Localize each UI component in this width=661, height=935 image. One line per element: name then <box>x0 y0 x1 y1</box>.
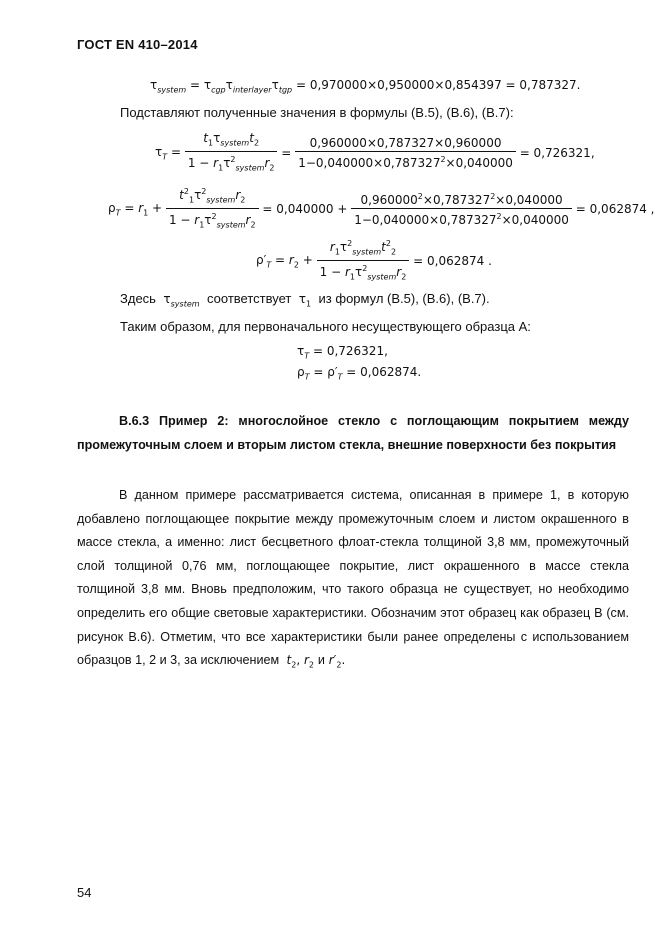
formula-rho-t-result: = 0,062874 , <box>575 201 655 216</box>
formula-rho-t: $\rho_T = r_1$ + $\frac{t^2_1\tau^2_{system}r_2}{1 - r_1\tau^2_{system}r_2}$ = 0,040000 + $\frac{0,960000^2\times 0,787327^2\times 0,040000}{1-0,040000\times 0,787327^2\times 0,040000}$ = 0,062874 , <box>108 184 655 234</box>
formula-tau-system-result: = 0,970000×0,950000×0,854397 = 0,787327. <box>295 78 581 92</box>
formula-tau-t-denominator-end: ×0,040000 <box>445 156 513 171</box>
formula-tau-system: $\tau_{system} = \tau_{cgp}\tau_{interlayer}\tau_{tgp} = 0,970000\times 0,950000\times 0,854397 = 0,787327$. <box>150 78 581 95</box>
formula-rho-t-den-b: ×0,040000 <box>501 213 569 228</box>
formula-rho-t-num-b: ×0,787327 <box>422 193 491 208</box>
here-b: соответствует <box>207 291 292 306</box>
formula-tau-t-result: = 0,726321, <box>519 146 595 161</box>
thus-text: Таким образом, для первоначального несуществующего образца А: <box>120 319 531 334</box>
result-rho-t-value: = 0,062874. <box>346 365 422 379</box>
here-a: Здесь <box>120 291 156 306</box>
result-rho-t: $\rho_T = \rho'_T = 0,062874$. <box>297 365 422 382</box>
formula-rho-prime-t-result: = 0,062874 . <box>413 253 492 268</box>
formula-tau-t-denominator: 1−0,040000×0,787327 <box>298 156 441 171</box>
result-tau-t: $\tau_T = 0,726321$, <box>297 344 388 361</box>
body-and: и <box>317 653 325 668</box>
section-heading: В.6.3 Пример 2: многослойное стекло с поглощающим покрытием между промежуточным слоем и вторым листом стекла, внешние поверхности без покрытия <box>77 414 629 452</box>
document-header: ГОСТ EN 410–2014 <box>77 37 198 52</box>
body-text: В данном примере рассматривается система, описанная в примере 1, в которую добавлено поглощающее покрытие между промежуточным слоем и листом окрашенного в массе стекла, а именно: лист бесцветного флоат-стекла толщиной 3,8 мм, промежуточный слой толщиной 0,76 мм, поглощающее покрытие, лист окрашенного в массе стекла толщиной 3,8 мм. Вновь предположим, что такого образца не существует, но необходимо определить его общие световые характеристики. Обозначим этот образец как образец В (см. рисунок В.6). Отметим, что все характеристики были ранее определены с использованием образцов 1, 2 и 3, за исключением <box>77 488 629 668</box>
substitute-text: Подставляют полученные значения в формулы (В.5), (В.6), (В.7): <box>120 105 514 120</box>
formula-rho-t-den-a: 1−0,040000×0,787327 <box>354 213 497 228</box>
formula-tau-t: $\tau_T$ = $\frac{t_1\tau_{system}t_2}{1 - r_1\tau^2_{system}r_2}$ = $\frac{0,960000\times 0,787327\times 0,960000}{1-0,040000\times 0,787327^2\times 0,040000}$ = 0,726321, <box>155 130 595 177</box>
body-paragraph: В данном примере рассматривается система, описанная в примере 1, в которую добавлено поглощающее покрытие между промежуточным слоем и листом окрашенного в массе стекла, а именно: лист бесцветного флоат-стекла толщиной 3,8 мм, промежуточный слой толщиной 0,76 мм, поглощающее покрытие, лист окрашенного в массе стекла толщиной 3,8 мм. Вновь предположим, что такого образца не существует, но необходимо определить его общие световые характеристики. Обозначим этот образец как образец В (см. рисунок В.6). Отметим, что все характеристики были ранее определены с использованием образцов 1, 2 и 3, за исключением $t_2$, $r_2$ и $r'_2$. <box>77 488 629 670</box>
page-number: 54 <box>77 885 92 900</box>
here-text: Здесь $\tau_{system}$ соответствует $\tau_1$ из формул (В.5), (В.6), (В.7). <box>120 291 490 309</box>
formula-rho-prime-t: $\rho'_T = r_2$ + $\frac{r_1\tau^2_{system}t^2_2}{1 - r_1\tau^2_{system}r_2}$ = 0,062874 . <box>256 236 492 286</box>
formula-rho-t-num-a: 0,960000 <box>360 193 418 208</box>
result-tau-t-value: = 0,726321, <box>312 344 388 358</box>
formula-rho-t-num-c: ×0,040000 <box>495 193 563 208</box>
formula-tau-t-numerator: 0,960000×0,787327×0,960000 <box>309 136 502 151</box>
formula-rho-t-first: = 0,040000 + <box>262 201 348 216</box>
here-c: из формул (В.5), (В.6), (В.7). <box>318 291 490 306</box>
